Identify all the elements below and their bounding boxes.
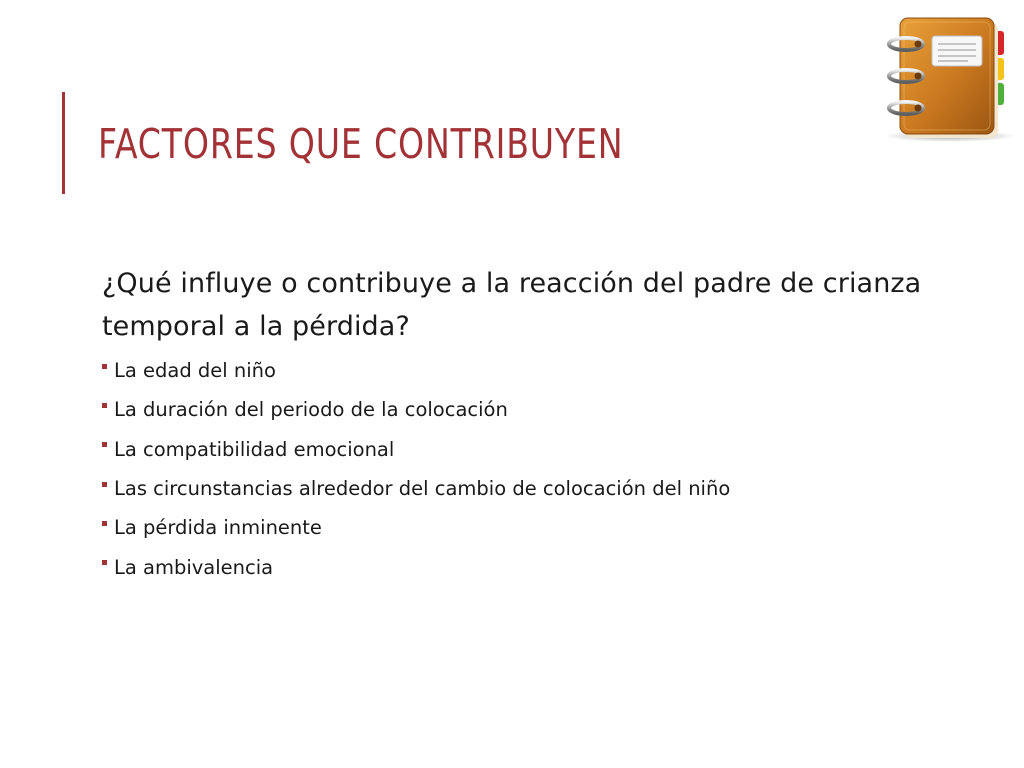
list-item-text: La compatibilidad emocional [114,437,395,461]
list-item-text: La duración del periodo de la colocación [114,398,508,422]
list-item [102,351,922,390]
list-item-text: La ambivalencia [114,555,274,579]
bullet-marker [102,403,107,408]
bullet-marker [102,482,107,487]
bullet-marker [102,560,107,565]
title-accent-bar [62,92,65,194]
list-item-text: La pérdida inminente [114,516,322,540]
slide-title: FACTORES QUE CONTRIBUYEN [98,120,624,168]
bullet-marker [102,442,107,447]
lead-question: ¿Qué influye o contribuye a la reacción del padre de crianza temporal a la pérdida? [102,268,922,342]
list-item-text: Las circunstancias alrededor del cambio de colocación del niño [114,477,731,501]
slide-body [102,262,922,587]
list-item [102,390,922,429]
notebook-icon [878,12,1018,144]
bullet-marker [102,521,107,526]
list-item [102,508,922,547]
list-item [102,547,922,586]
bullet-marker [102,364,107,369]
list-item [102,430,922,469]
list-item-text: La edad del niño [114,359,276,383]
bullet-list [102,351,922,587]
list-item [102,469,922,508]
